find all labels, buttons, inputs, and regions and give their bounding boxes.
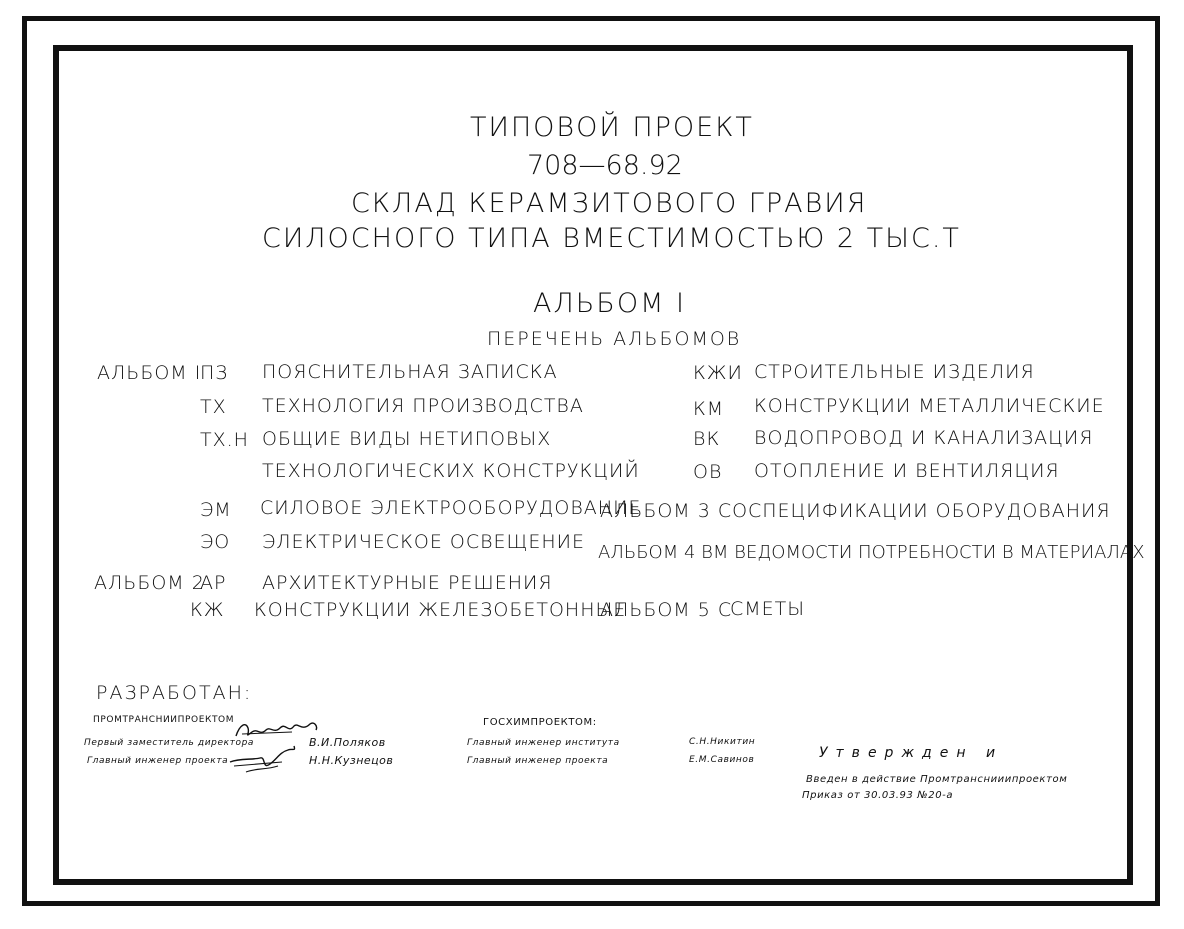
list-heading: ПЕРЕЧЕНЬ АЛЬБОМОВ: [487, 328, 742, 350]
org1-role1: Первый заместитель директора: [84, 738, 255, 748]
left-code-5: ЭМ: [200, 499, 232, 521]
signature-kuznetsov: [226, 742, 306, 778]
org1-name: ПРОМТРАНСНИИПРОЕКТОМ: [93, 715, 235, 725]
right-desc-1: СТРОИТЕЛЬНЫЕ ИЗДЕЛИЯ: [754, 361, 1035, 383]
left-code-2: ТХ: [200, 396, 227, 418]
left-desc-2: ТЕХНОЛОГИЯ ПРОИЗВОДСТВА: [262, 395, 584, 417]
left-code-1: ПЗ: [200, 362, 229, 384]
right-desc-3: ВОДОПРОВОД И КАНАЛИЗАЦИЯ: [754, 427, 1094, 449]
org2-name: ГОСХИМПРОЕКТОМ:: [483, 717, 597, 728]
org2-person2: Е.М.Савинов: [689, 755, 755, 765]
left-code-7: АР: [200, 572, 227, 594]
org1-person1: В.И.Поляков: [309, 736, 386, 749]
left-desc-6: ЭЛЕКТРИЧЕСКОЕ ОСВЕЩЕНИЕ: [262, 531, 585, 553]
org1-person2: Н.Н.Кузнецов: [309, 754, 394, 767]
developed-label: РАЗРАБОТАН:: [96, 682, 253, 704]
right-code-2: КМ: [693, 398, 725, 420]
left-desc-5: СИЛОВОЕ ЭЛЕКТРООБОРУДОВАНИЕ: [260, 497, 642, 519]
left-desc-1: ПОЯСНИТЕЛЬНАЯ ЗАПИСКА: [262, 361, 558, 383]
album-title: АЛЬБОМ I: [533, 288, 686, 319]
org2-person1: С.Н.Никитин: [689, 737, 756, 747]
approval-line-1: Утвержден и: [819, 745, 1004, 761]
left-album-1: АЛЬБОМ I: [97, 362, 202, 384]
left-code-3: ТХ.Н: [200, 429, 249, 451]
title-line-1: ТИПОВОЙ ПРОЕКТ: [470, 112, 754, 143]
right-code-1: КЖИ: [693, 362, 743, 384]
project-number: 708—68.92: [527, 150, 683, 181]
right-desc-7: СМЕТЫ: [730, 598, 806, 620]
left-desc-4: ТЕХНОЛОГИЧЕСКИХ КОНСТРУКЦИЙ: [262, 460, 640, 482]
approval-line-3: Приказ от 30.03.93 №20-а: [802, 790, 954, 801]
org2-role2: Главный инженер проекта: [467, 756, 609, 766]
right-code-3: ВК: [693, 428, 721, 450]
right-code-7: АЛЬБОМ 5 С: [600, 599, 733, 621]
signature-polyakov: [232, 718, 324, 742]
right-desc-5: СПЕЦИФИКАЦИИ ОБОРУДОВАНИЯ: [748, 500, 1111, 522]
title-line-3: СКЛАД КЕРАМЗИТОВОГО ГРАВИЯ: [351, 188, 868, 219]
left-code-6: ЭО: [200, 531, 231, 553]
right-code-4: ОВ: [693, 461, 723, 483]
approval-line-2: Введен в действие Промтранснииипроектом: [806, 774, 1068, 785]
org1-role2: Главный инженер проекта: [87, 756, 229, 766]
right-desc-2: КОНСТРУКЦИИ МЕТАЛЛИЧЕСКИЕ: [754, 395, 1105, 417]
title-line-4: СИЛОСНОГО ТИПА ВМЕСТИМОСТЬЮ 2 ТЫС.Т: [262, 223, 961, 254]
org2-role1: Главный инженер института: [467, 738, 620, 748]
left-desc-8: КОНСТРУКЦИИ ЖЕЛЕЗОБЕТОННЫЕ: [254, 599, 627, 621]
right-desc-6: АЛЬБОМ 4 ВМ ВЕДОМОСТИ ПОТРЕБНОСТИ В МАТЕРИАЛАХ: [598, 542, 1145, 563]
right-code-5: АЛЬБОМ 3 СО: [600, 500, 749, 522]
left-album-7: АЛЬБОМ 2: [94, 572, 205, 594]
left-desc-3: ОБЩИЕ ВИДЫ НЕТИПОВЫХ: [262, 428, 552, 450]
left-code-8: КЖ: [190, 599, 225, 621]
left-desc-7: АРХИТЕКТУРНЫЕ РЕШЕНИЯ: [262, 572, 553, 594]
right-desc-4: ОТОПЛЕНИЕ И ВЕНТИЛЯЦИЯ: [754, 460, 1060, 482]
